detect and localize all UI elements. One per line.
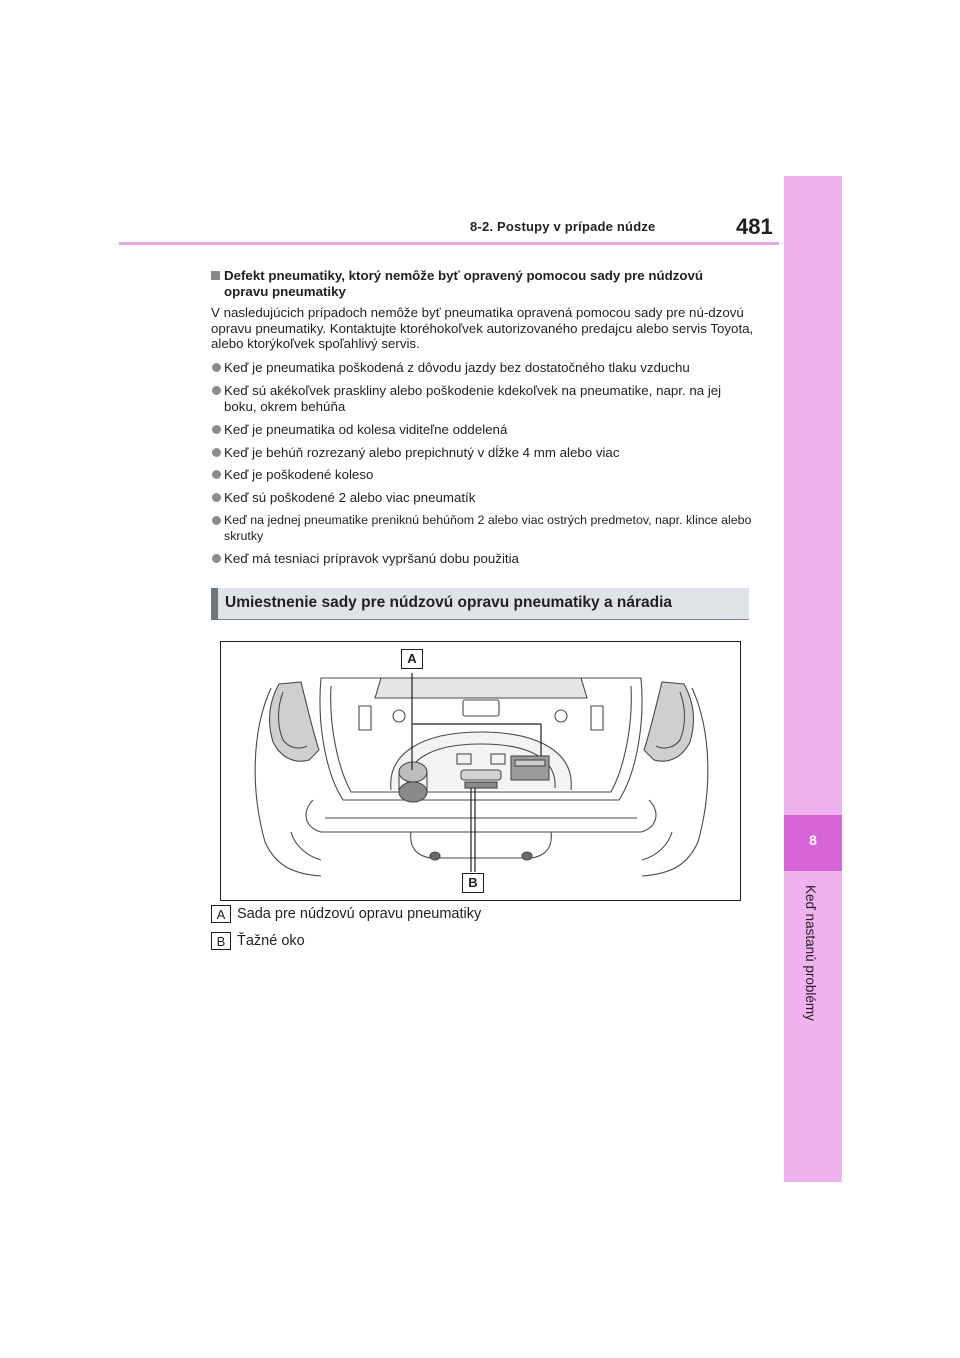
car-trunk-drawing	[221, 642, 741, 901]
legend-item-b	[211, 932, 305, 950]
bullet-dot-icon	[212, 554, 221, 563]
bullet-dot-icon	[212, 425, 221, 434]
bullet-dot-icon	[212, 448, 221, 457]
chapter-title: Keď nastanú problémy	[803, 885, 818, 1021]
chapter-number: 8	[809, 832, 817, 848]
list-item	[211, 383, 756, 414]
legend-item-a	[211, 905, 481, 923]
bullet-dot-icon	[212, 516, 221, 525]
section-heading-text: Umiestnenie sady pre núdzovú opravu pneumatiky a náradia	[225, 594, 673, 611]
list-item	[211, 422, 756, 438]
chapter-side-tab	[784, 176, 842, 1182]
list-item-text: Keď je poškodené koleso	[224, 467, 374, 482]
bullet-dot-icon	[212, 363, 221, 372]
callout-a: A	[401, 649, 423, 669]
legend-key-a: A	[211, 905, 231, 923]
legend-text-b: Ťažné oko	[237, 933, 305, 949]
callout-b: B	[462, 873, 484, 893]
legend-key-b: B	[211, 932, 231, 950]
bullet-dot-icon	[212, 386, 221, 395]
section-heading-bar	[211, 588, 749, 620]
list-item-text: Keď sú poškodené 2 alebo viac pneumatík	[224, 490, 476, 505]
bullet-dot-icon	[212, 470, 221, 479]
bullet-dot-icon	[212, 493, 221, 502]
section-title: 8-2. Postupy v prípade núdze	[470, 219, 656, 234]
page-number: 481	[736, 214, 773, 239]
square-bullet-icon	[211, 271, 220, 280]
list-item-text: Keď na jednej pneumatike preniknú behúňom 2 alebo viac ostrých predmetov, napr. klince alebo skrutky	[224, 513, 752, 543]
list-item	[211, 490, 756, 506]
legend-text-a: Sada pre núdzovú opravu pneumatiky	[237, 906, 482, 922]
list-item	[211, 467, 756, 483]
list-item-text: Keď má tesniaci prípravok vypršanú dobu použitia	[224, 551, 519, 566]
intro-paragraph: V nasledujúcich prípadoch nemôže byť pneumatika opravená pomocou sady pre nú-dzovú opravu pneumatiky. Kontaktujte ktoréhokoľvek autorizovaného predajcu alebo servis Toyota, alebo ktorýkoľvek spoľahlivý servis.	[211, 305, 754, 351]
header-rule	[119, 242, 779, 245]
list-item-text: Keď sú akékoľvek praskliny alebo poškodenie kdekoľvek na pneumatike, napr. na jej boku, okrem behúňa	[224, 383, 722, 414]
subsection-heading-text: Defekt pneumatiky, ktorý nemôže byť opravený pomocou sady pre núdzovú opravu pneumatiky	[224, 268, 704, 299]
section-accent	[211, 588, 218, 620]
list-item	[211, 551, 756, 567]
list-item-text: Keď je pneumatika poškodená z dôvodu jazdy bez dostatočného tlaku vzduchu	[224, 360, 690, 375]
list-item-text: Keď je behúň rozrezaný alebo prepichnutý v dĺžke 4 mm alebo viac	[224, 445, 620, 460]
list-item-text: Keď je pneumatika od kolesa viditeľne oddelená	[224, 422, 508, 437]
list-item	[211, 445, 756, 461]
list-item	[211, 513, 756, 544]
list-item	[211, 360, 756, 376]
subsection-heading	[211, 268, 751, 299]
trunk-illustration	[220, 641, 741, 901]
